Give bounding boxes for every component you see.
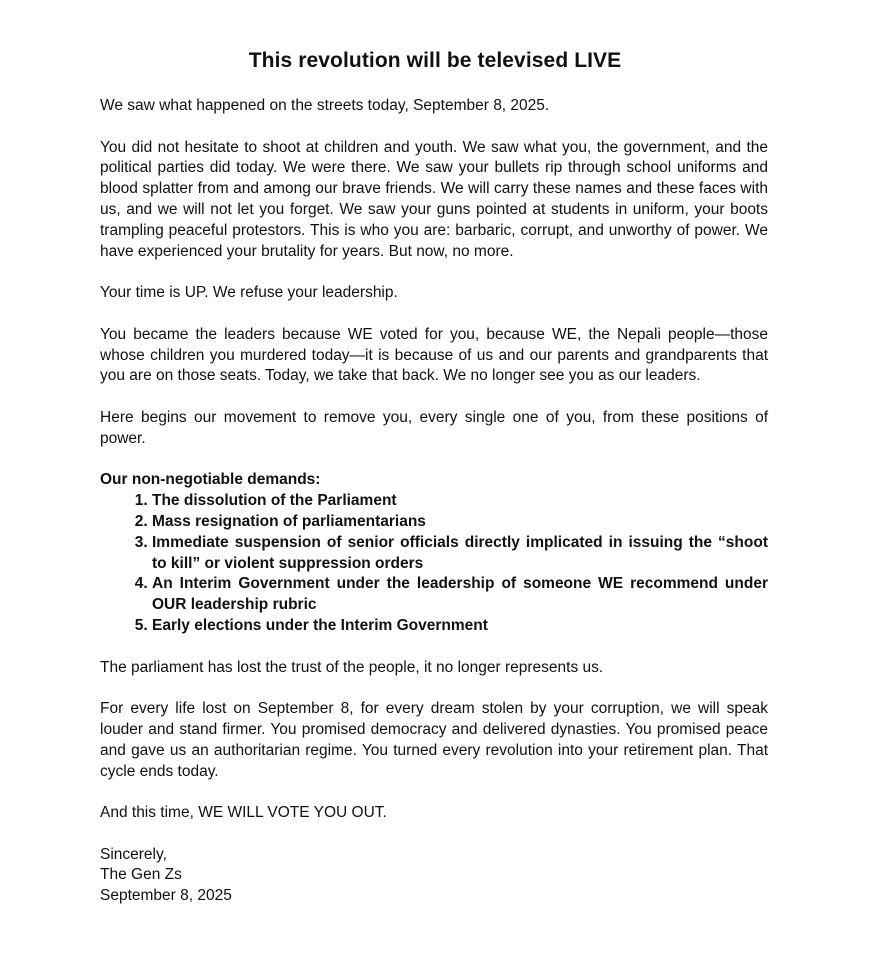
demands-list (100, 491, 768, 637)
demand-item: 1. The dissolution of the Parliament (152, 491, 768, 512)
signature-signer: The Gen Zs (100, 866, 182, 884)
signature-salutation: Sincerely, (100, 845, 167, 863)
paragraph-trust: The parliament has lost the trust of the people, it no longer represents us. (100, 658, 604, 676)
signature-block (100, 845, 768, 907)
demands-heading: Our non-negotiable demands: (100, 471, 321, 489)
paragraph-movement: Here begins our movement to remove you, every single one of you, from these positions of power. (100, 408, 768, 447)
document-body (100, 96, 768, 907)
paragraph-accusation: You did not hesitate to shoot at children and youth. We saw what you, the government, and the political parties did today. We were there. We saw your bullets rip through school uniforms and blood splatter from and among our brave friends. We will carry these names and these faces with us, and we will not let you forget. We saw your guns pointed at students in uniform, your boots trampling peaceful protestors. This is who you are: barbaric, corrupt, and unworthy of power. We have experienced your brutality for years. But now, no more. (100, 138, 768, 260)
demand-item: 5. Early elections under the Interim Government (152, 616, 768, 637)
demand-item: 2. Mass resignation of parliamentarians (152, 512, 768, 533)
document-title: This revolution will be televised LIVE (248, 49, 622, 72)
signature-date: September 8, 2025 (100, 887, 232, 905)
paragraph-refusal: Your time is UP. We refuse your leadership. (100, 284, 398, 302)
paragraph-vote-out: And this time, WE WILL VOTE YOU OUT. (100, 804, 387, 822)
paragraph-mandate: You became the leaders because WE voted for you, because WE, the Nepali people—those whose children you murdered today—it is because of us and our parents and grandparents that you are on those seats. Today, we take that back. We no longer see you as our leaders. (100, 325, 768, 385)
demand-item: 3. Immediate suspension of senior officials directly implicated in issuing the “shoot to kill” or violent suppression orders (152, 533, 768, 575)
demand-item: 4. An Interim Government under the leadership of someone WE recommend under OUR leadership rubric (152, 574, 768, 616)
paragraph-resolve: For every life lost on September 8, for every dream stolen by your corruption, we will speak louder and stand firmer. You promised democracy and delivered dynasties. You promised peace and gave us an authoritarian regime. You turned every revolution into your retirement plan. That cycle ends today. (100, 700, 768, 780)
paragraph-intro: We saw what happened on the streets today, September 8, 2025. (100, 97, 550, 114)
